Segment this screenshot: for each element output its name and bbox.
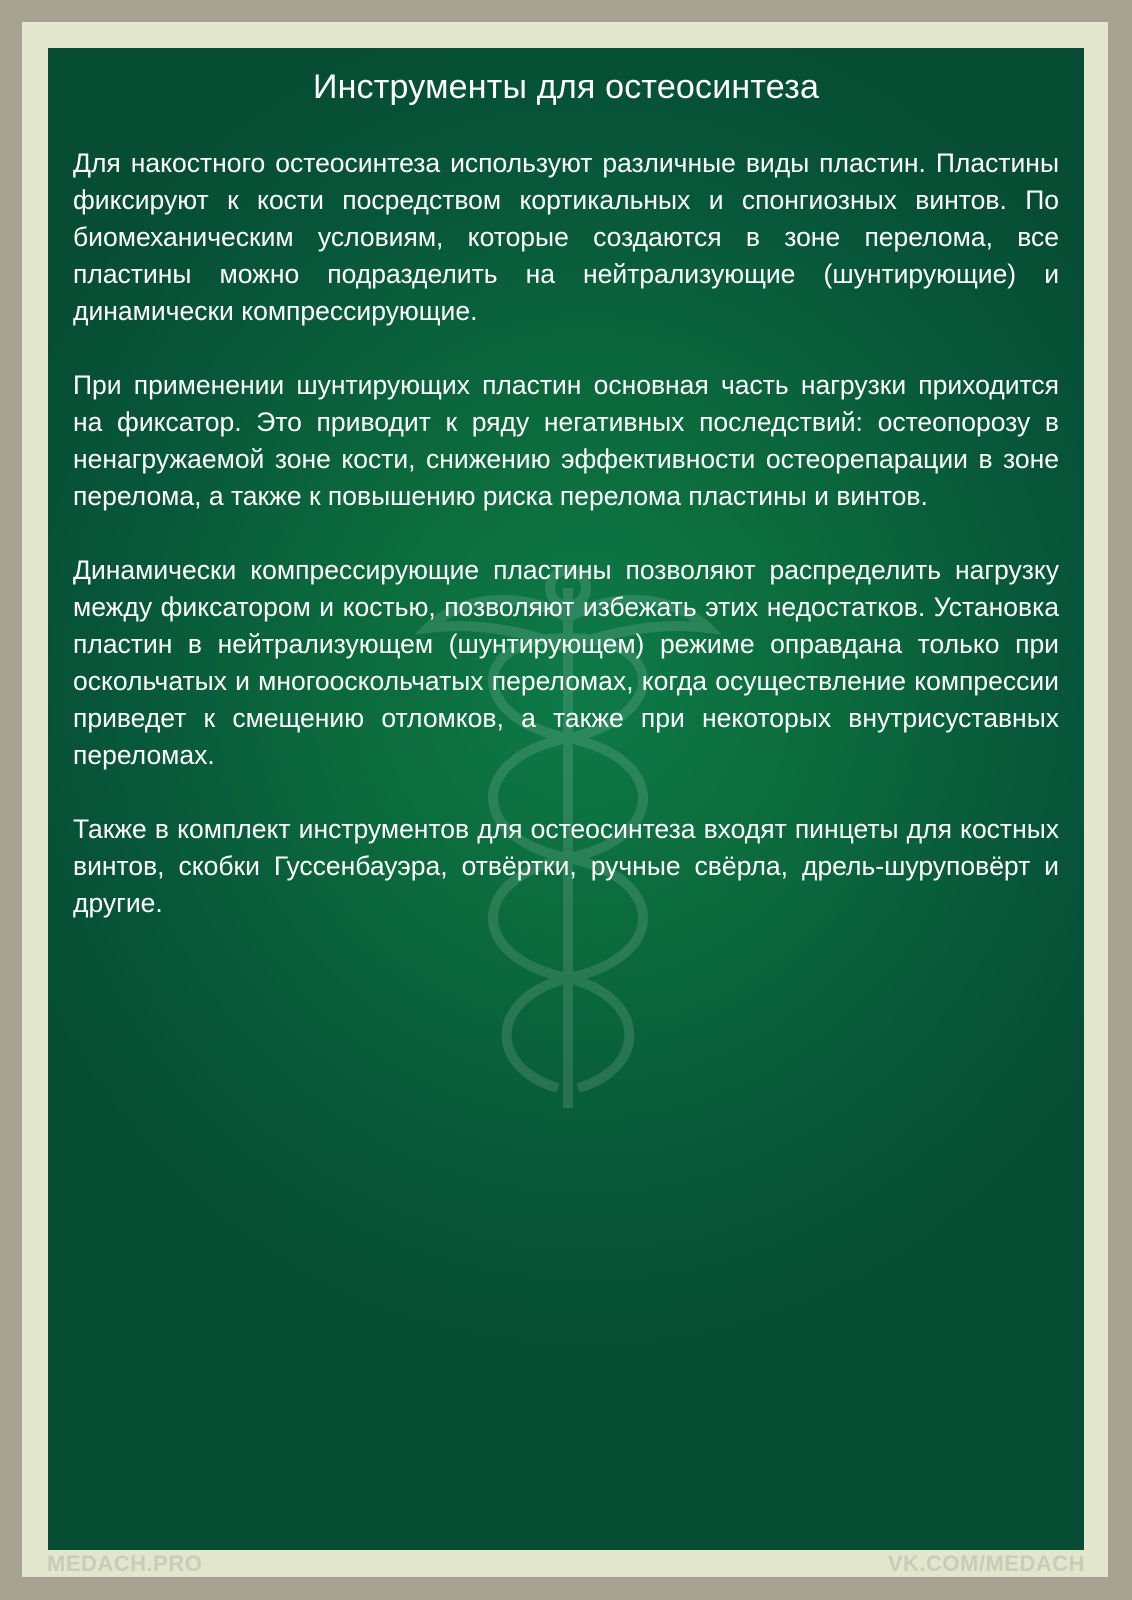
page-title: Инструменты для остеосинтеза [312, 68, 820, 106]
content-card [48, 48, 1084, 1550]
footer-vk-label: VK.COM/MEDACH [887, 1551, 1085, 1576]
paragraph: Динамически компрессирующие пластины позволяют распределить нагрузку между фиксатором и костью, позволяют избежать этих недостатков. Установка пластин в нейтрализующем (шунтирующем) режиме оправдана только при оскольчатых и многооскольчатых переломах, когда осуществление компрессии приведет к смещению отломков, а также при некоторых внутрисуставных переломах. [73, 555, 1059, 770]
paragraph: При применении шунтирующих пластин основная часть нагрузки приходится на фиксатор. Это приводит к ряду негативных последствий: остеопорозу в ненагружаемой зоне кости, снижению эффективности остеорепарации в зоне перелома, а также к повышению риска перелома пластины и винтов. [73, 370, 1059, 511]
paragraph: Также в комплект инструментов для остеосинтеза входят пинцеты для костных винтов, скобки Гуссенбауэра, отвёртки, ручные свёрла, дрель-шуруповёрт и другие. [73, 814, 1059, 918]
article-body [73, 145, 1059, 959]
paragraph: Для накостного остеосинтеза используют различные виды пластин. Пластины фиксируют к кости посредством кортикальных и спонгиозных винтов. По биомеханическим условиям, которые создаются в зоне перелома, все пластины можно подразделить на нейтрализующие (шунтирующие) и динамически компрессирующие. [73, 148, 1059, 326]
footer-site-label: MEDACH.PRO [47, 1551, 203, 1576]
